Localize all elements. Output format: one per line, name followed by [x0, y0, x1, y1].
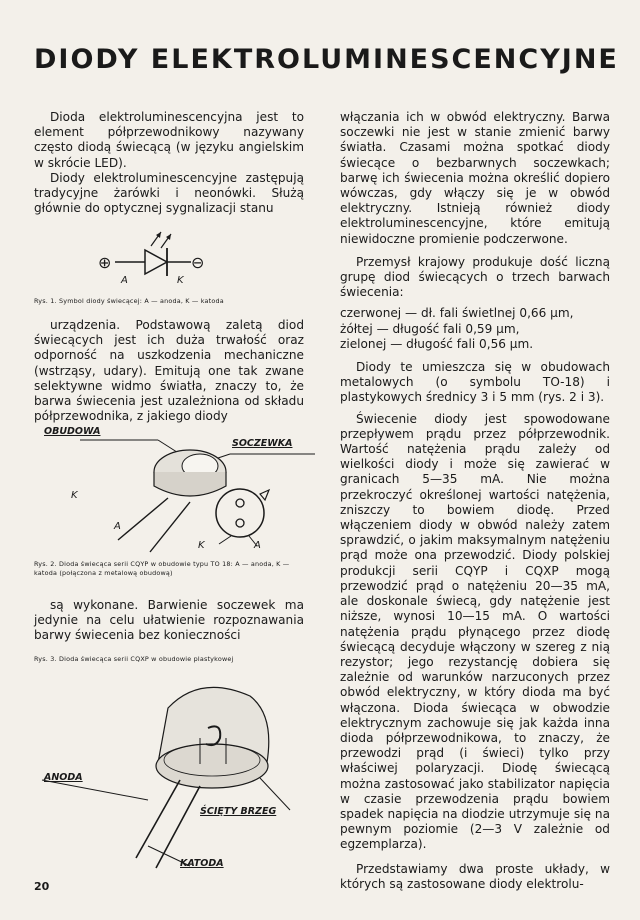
- figure-2-caption: Rys. 2. Dioda świecąca serii CQYP w obudowie typu TO 18: A — anoda, K — katoda (połączona z metalową obudową): [34, 560, 290, 577]
- paragraph: są wykonane. Barwienie soczewek ma jedynie na celu ułatwienie rozpoznawania barwy świecenia bez konieczności: [34, 598, 304, 643]
- paragraph: Diody elektroluminescencyjne zastępują tradycyjne żarówki i neonówki. Służą głównie do optycznej sygnalizacji stanu: [34, 170, 304, 216]
- list-item: czerwonej — dł. fali świetlnej 0,66 μm,: [340, 306, 574, 321]
- minus-sign: ⊖: [191, 253, 205, 272]
- a-label-bottom: A: [254, 540, 261, 551]
- a-label: A: [114, 521, 121, 532]
- left-column-mid: [34, 318, 304, 424]
- right-column: [340, 110, 610, 892]
- list-item: zielonej — długość fali 0,56 μm.: [340, 336, 534, 351]
- left-column-low: [34, 598, 304, 644]
- k-label: K: [71, 490, 78, 501]
- soczewka-label: SOCZEWKA: [232, 438, 293, 449]
- paragraph: Dioda elektroluminescencyjna jest to element półprzewodnikowy nazywany często diodą świecącą (w języku angielskim w skrócie LED).: [34, 110, 304, 170]
- cathode-label: K: [177, 275, 184, 286]
- k-label-bottom: K: [198, 540, 205, 551]
- katoda-label: KATODA: [180, 858, 224, 869]
- anoda-label: ANODA: [44, 772, 83, 783]
- figure-3-caption: Rys. 3. Dioda świecąca serii CQXP w obudowie plastykowej: [34, 655, 234, 663]
- paragraph: Diody te umieszcza się w obudowach metalowych (o symbolu TO-18) i plastykowych średnicy 3 i 5 mm (rys. 2 i 3).: [340, 360, 610, 405]
- anode-label: A: [121, 275, 128, 286]
- paragraph: Przemysł krajowy produkuje dość liczną grupę diod świecących o trzech barwach świecenia:: [340, 254, 610, 300]
- list-item: żółtej — długość fali 0,59 μm,: [340, 321, 520, 336]
- paragraph: włączania ich w obwód elektryczny. Barwa soczewki nie jest w stanie zmienić barwy światła. Czasami można spotkać diody świecące o bezbarwnych soczewkach; barwę ich świecenia można określić dopiero wówczas, gdy włączy się je w obwód elektryczny. Istnieją również diody elektroluminescencyjne, które emitują niewidoczne promienie podczerwone.: [340, 110, 610, 246]
- plus-sign: ⊕: [98, 253, 112, 272]
- obudowa-label: OBUDOWA: [44, 426, 101, 437]
- paragraph: urządzenia. Podstawową zaletą diod świecących jest ich duża trwałość oraz odporność na uszkodzenia mechaniczne (wstrząsy, udary). Emitują one tak zwane selektywne widmo światła, znaczy to, że barwa świecenia jest uzależniona od składu półprzewodnika, z jakiego diody: [34, 318, 304, 424]
- paragraph: Świecenie diody jest spowodowane przepływem prądu przez półprzewodnik. Wartość natężenia prądu zależy od wielkości diody i może się zawierać w granicach 5—35 mA. Nie można przekroczyć określonej wartości natężenia, zniszczy to bowiem diodę. Przed włączeniem diody w obwód należy zatem sprawdzić, o jakim maksymalnym natężeniu prąd może ona przewodzić. Diody polskiej produkcji serii CQYP i CQXP mogą przewodzić prąd o natężeniu 20—35 mA, ale doskonale świecą, gdy natężenie jest niższe, wynosi 10—15 mA. O wartości natężenia prądu płynącego przez diodę świecącą decyduje włączony w szereg z nią rezystor; jego rezystancję dobiera się zależnie od warunków narzuconych przez obwód elektryczny, w który dioda ma być włączona. Dioda świecąca w obwodzie elektrycznym zachowuje się jak każda inna dioda półprzewodnikowa, to znaczy, że przewodzi prąd (i świeci) tylko przy właściwej polaryzacji. Diodę świecącą można zastosować jako stabilizator napięcia w czasie przewodzenia prądu bowiem spadek napięcia na diodzie utrzymuje się na pewnym poziomie (2—3 V zależnie od egzemplarza).: [340, 411, 610, 852]
- left-column-top: [34, 110, 304, 216]
- bottom-view-icon: [205, 478, 275, 548]
- led-symbol-icon: [115, 228, 195, 278]
- figure-1-caption: Rys. 1. Symbol diody świecącej: A — anoda, K — katoda: [34, 297, 224, 305]
- paragraph: Przedstawiamy dwa proste układy, w których są zastosowane diody elektrolu-: [340, 861, 610, 891]
- page-title: DIODY ELEKTROLUMINESCENCYJNE: [34, 44, 619, 75]
- sciety-brzeg-label: ŚCIĘTY BRZEG: [200, 806, 277, 817]
- page-number: 20: [34, 880, 50, 893]
